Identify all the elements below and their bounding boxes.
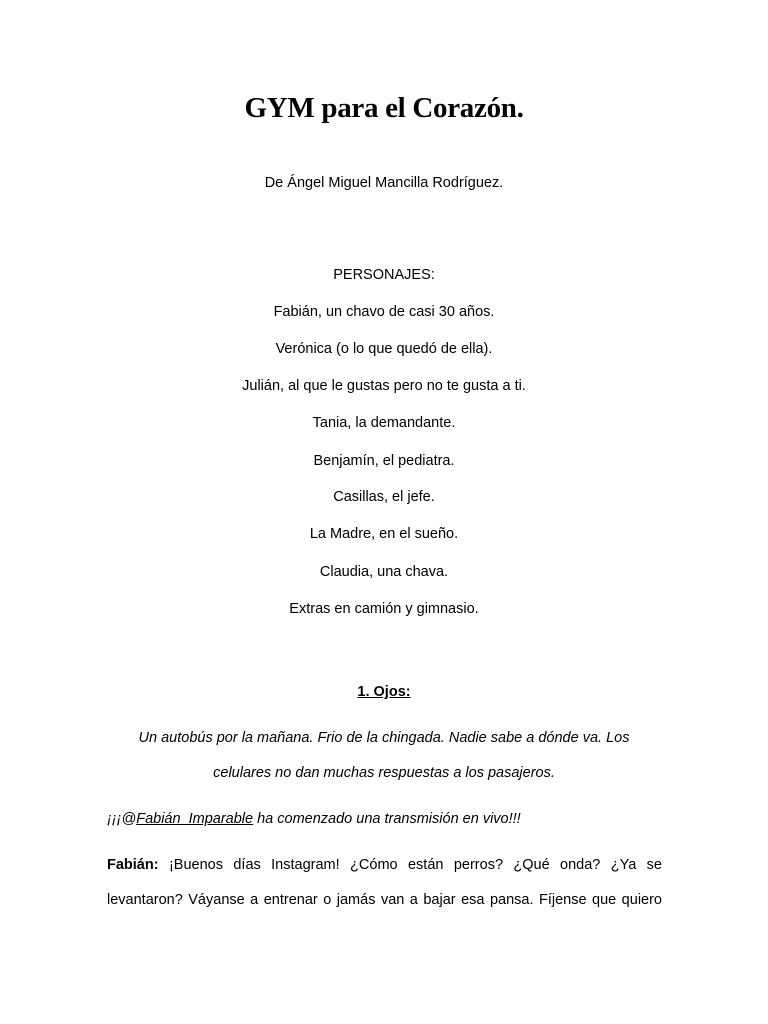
author-line: De Ángel Miguel Mancilla Rodríguez.	[264, 175, 504, 191]
character-item: Julián, al que le gustas pero no te gusta a ti.	[242, 378, 526, 394]
instagram-handle: Fabián Imparable	[136, 811, 254, 827]
scene-heading: 1. Ojos:	[357, 684, 411, 700]
dialogue-line	[107, 891, 662, 909]
speaker-name: Fabián:	[107, 857, 159, 873]
character-item: Fabián, un chavo de casi 30 años.	[273, 304, 495, 320]
stage-direction-line: Un autobús por la mañana. Frio de la chingada. Nadie sabe a dónde va. Los	[138, 730, 630, 746]
character-item: Extras en camión y gimnasio.	[289, 601, 479, 617]
character-item: Casillas, el jefe.	[333, 489, 435, 505]
characters-heading: PERSONAJES:	[333, 267, 435, 283]
document-title: GYM para el Corazón.	[244, 92, 524, 124]
character-item: Tania, la demandante.	[312, 415, 456, 431]
notification-suffix: ha comenzado una transmisión en vivo!!!	[253, 811, 521, 827]
dialogue-text: ¡Buenos días Instagram! ¿Cómo están perros? ¿Qué onda? ¿Ya se	[158, 857, 662, 873]
live-notification	[107, 810, 662, 828]
stage-direction-line: celulares no dan muchas respuestas a los pasajeros.	[213, 765, 555, 781]
character-item: Claudia, una chava.	[319, 564, 449, 580]
character-item: Verónica (o lo que quedó de ella).	[275, 341, 493, 357]
notification-prefix: ¡¡¡@	[107, 811, 137, 827]
dialogue-text: levantaron? Váyanse a entrenar o jamás van a bajar esa pansa. Fíjense que quiero	[107, 892, 662, 908]
character-item: La Madre, en el sueño.	[309, 526, 459, 542]
dialogue-line	[107, 856, 662, 874]
character-item: Benjamín, el pediatra.	[313, 453, 455, 469]
